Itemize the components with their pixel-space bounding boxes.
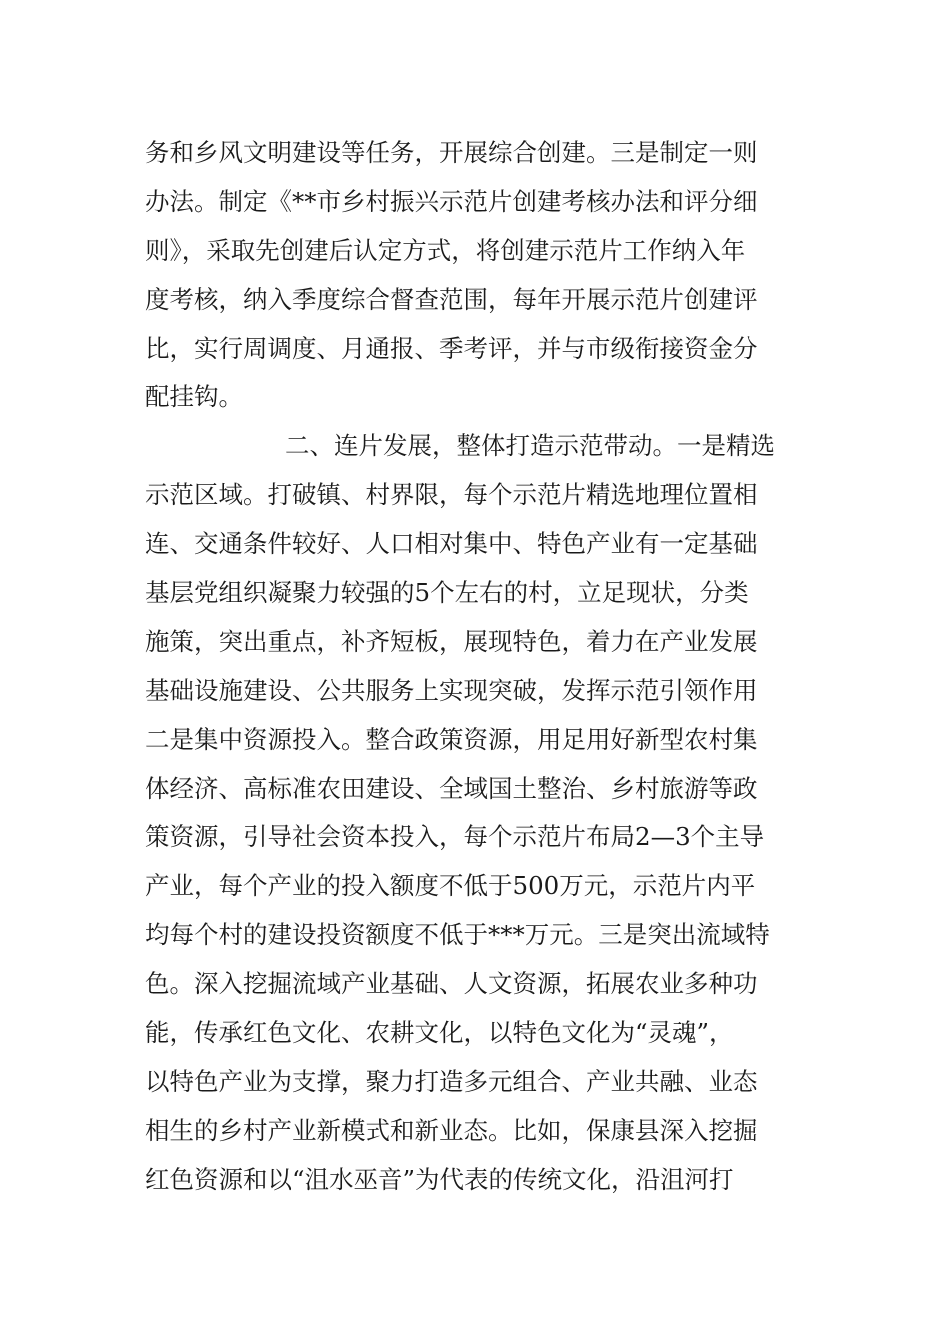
text-line: 办法。制定《**市乡村振兴示范片创建考核办法和评分细	[145, 186, 758, 216]
text-line: 基层党组织凝聚力较强的5个左右的村，立足现状，分类	[145, 578, 749, 608]
text-line: 均每个村的建设投资额度不低于***万元。三是突出流域特	[145, 920, 770, 950]
text-line: 示范区域。打破镇、村界限，每个示范片精选地理位置相	[145, 480, 758, 510]
text-line: 能，传承红色文化、农耕文化，以特色文化为“灵魂”，	[145, 1018, 734, 1048]
text-line: 色。深入挖掘流域产业基础、人文资源，拓展农业多种功	[145, 969, 758, 999]
text-line: 产业，每个产业的投入额度不低于500万元，示范片内平	[145, 871, 756, 901]
body-text	[145, 129, 807, 1205]
text-line: 体经济、高标准农田建设、全域国土整治、乡村旅游等政	[145, 773, 758, 803]
text-line: 二是集中资源投入。整合政策资源，用足用好新型农村集	[145, 724, 758, 754]
text-line: 策资源，引导社会资本投入，每个示范片布局2—3个主导	[145, 822, 765, 852]
text-line: 度考核，纳入季度综合督查范围，每年开展示范片创建评	[145, 284, 758, 314]
text-line: 比，实行周调度、月通报、季考评，并与市级衔接资金分	[145, 333, 758, 363]
text-line: 施策，突出重点，补齐短板，展现特色，着力在产业发展	[145, 626, 758, 656]
text-line: 以特色产业为支撑，聚力打造多元组合、产业共融、业态	[145, 1066, 758, 1096]
text-line: 则》，采取先创建后认定方式，将创建示范片工作纳入年	[145, 235, 746, 265]
text-line: 连、交通条件较好、人口相对集中、特色产业有一定基础	[145, 529, 758, 559]
section-heading-line: 二、连片发展，整体打造示范带动。一是精选	[285, 431, 775, 461]
text-line: 务和乡风文明建设等任务，开展综合创建。三是制定一则	[145, 138, 758, 167]
text-line: 配挂钩。	[145, 382, 243, 412]
text-line: 基础设施建设、公共服务上实现突破，发挥示范引领作用	[145, 675, 758, 705]
text-line: 红色资源和以“沮水巫音”为代表的传统文化，沿沮河打	[145, 1164, 734, 1194]
text-line: 相生的乡村产业新模式和新业态。比如，保康县深入挖掘	[145, 1115, 758, 1145]
